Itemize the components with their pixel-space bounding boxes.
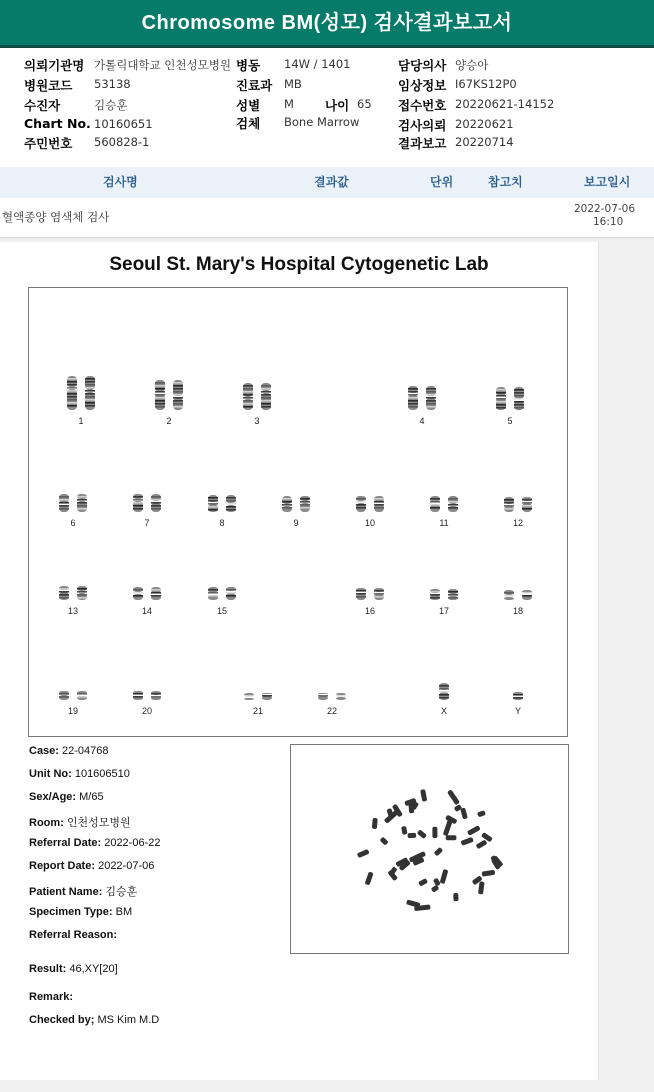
checked-by-row: [29, 1014, 159, 1026]
patient-value: 김승훈: [94, 98, 128, 112]
report-date-value: 20220714: [455, 135, 514, 149]
chromosome-pair-6: [57, 494, 89, 512]
chromosome-pair-12: [502, 497, 534, 512]
chromosome-label: 14: [141, 606, 152, 616]
col-test-name[interactable]: 검사명: [103, 175, 138, 189]
col-reported-at[interactable]: 보고일시: [584, 175, 631, 189]
checked-by-row-value: MS Kim M.D: [97, 1014, 160, 1026]
request-date-label: 검사의뢰: [398, 118, 447, 133]
karyotype-report: [0, 242, 599, 1080]
chromosome-label: 20: [141, 706, 152, 716]
chromosome-label: 10: [364, 518, 375, 528]
report-field-label: Referral Date:: [29, 837, 102, 849]
result-row-label: Result:: [29, 963, 67, 975]
hospital-code-label: 병원코드: [24, 78, 73, 93]
clinical-info-value: I67KS12P0: [455, 77, 517, 91]
chromosome-pair-8: [206, 495, 238, 512]
metaphase-chromosomes-graphic: [291, 745, 568, 953]
test-name-cell[interactable]: 혈액종양 염색체 검사: [2, 210, 110, 224]
chromosome-label: 2: [166, 416, 172, 426]
chromosome-pair-1: [65, 376, 97, 410]
chromosome-pair-16: [354, 588, 386, 600]
chromosome-label: 11: [439, 518, 449, 528]
hospital-code-value: 53138: [94, 77, 131, 91]
department-value: MB: [284, 77, 302, 91]
receipt-no-label: 접수번호: [398, 98, 447, 113]
chromosome-label: 5: [507, 416, 513, 426]
chromosome-pair-7: [131, 494, 163, 512]
report-field-row: [29, 745, 109, 757]
report-field-value: 김승훈: [105, 886, 138, 898]
chromosome-pair-15: [206, 587, 238, 600]
chromosome-pair-4: [406, 386, 438, 410]
chromosome-pair-3: [241, 383, 273, 410]
result-table-header: [0, 167, 654, 199]
chromosome-label: 7: [144, 518, 150, 528]
chromosome-label: 9: [293, 518, 299, 528]
report-field-row: [29, 768, 130, 780]
patient-label: 수진자: [24, 98, 61, 113]
chromosome-label: 21: [252, 706, 263, 716]
report-field-value: 인천성모병원: [66, 817, 131, 829]
report-field-label: Case:: [29, 745, 59, 757]
chromosome-pair-19: [57, 691, 89, 700]
clinical-info-label: 임상정보: [398, 78, 447, 93]
report-field-label: Report Date:: [29, 860, 96, 872]
chromosome-pair-5: [494, 387, 526, 410]
karyogram-panel: [28, 287, 568, 737]
specimen-value: Bone Marrow: [284, 115, 360, 129]
sex-label: 성별: [236, 98, 261, 113]
chromosome-pair-9: [280, 496, 312, 512]
request-date-value: 20220621: [455, 117, 514, 131]
report-field-label: Room:: [29, 817, 64, 829]
report-field-label: Sex/Age:: [29, 791, 77, 803]
patient-info-panel: [0, 48, 654, 168]
chromosome-label: 22: [326, 706, 337, 716]
report-date-label: 결과보고: [398, 136, 447, 151]
institution-value: 가톨릭대학교 인천성모병원: [94, 58, 231, 72]
report-field-label: Referral Reason:: [29, 929, 118, 941]
remark-row-label: Remark:: [29, 991, 74, 1003]
report-field-value: 101606510: [74, 768, 130, 780]
table-row[interactable]: [0, 198, 654, 238]
doctor-label: 담당의사: [398, 58, 447, 73]
report-field-label: Specimen Type:: [29, 906, 113, 918]
report-field-row: [29, 791, 104, 803]
chromosome-label: Y: [514, 706, 521, 716]
chromosome-label: 6: [70, 518, 76, 528]
chromosome-pair-20: [131, 691, 163, 700]
chromosome-label: 13: [67, 606, 78, 616]
sex-value: M: [284, 97, 294, 111]
ward-value: 14W / 1401: [284, 57, 351, 71]
report-field-row: [29, 837, 160, 849]
chromosome-pair-10: [354, 496, 386, 512]
chart-no-value: 10160651: [94, 117, 153, 131]
report-field-row: [29, 860, 154, 872]
chromosome-pair-11: [428, 496, 460, 512]
reported-date-cell: 2022-07-06: [574, 203, 636, 215]
age-label: 나이: [325, 98, 350, 113]
chromosome-label: 4: [419, 416, 425, 426]
resident-no-label: 주민번호: [24, 136, 73, 151]
report-field-row: [29, 906, 132, 918]
resident-no-value: 560828-1: [94, 135, 150, 149]
chromosome-label: 12: [512, 518, 523, 528]
remark-row: [29, 991, 73, 1003]
chromosome-label: 16: [364, 606, 375, 616]
chromosome-label: 3: [254, 416, 260, 426]
specimen-label: 검체: [236, 116, 261, 131]
report-field-value: 22-04768: [62, 745, 109, 757]
report-field-row: [29, 814, 131, 830]
chromosome-pair-14: [131, 587, 163, 600]
chromosome-pair-2: [153, 380, 185, 410]
chromosome-pair-22: [316, 693, 348, 700]
chromosome-pair-13: [57, 586, 89, 600]
chart-no-label: Chart No.: [24, 116, 91, 131]
chromosome-label: X: [440, 706, 447, 716]
report-title: Chromosome BM(성모) 검사결과보고서: [0, 0, 654, 48]
chromosome-label: 19: [67, 706, 78, 716]
col-reference[interactable]: 참고치: [488, 175, 523, 189]
chromosome-label: 15: [216, 606, 227, 616]
doctor-value: 양승아: [455, 58, 489, 72]
col-unit[interactable]: 단위: [430, 175, 454, 189]
result-row: [29, 963, 118, 975]
chromosome-pair-17: [428, 589, 460, 600]
col-result[interactable]: 결과값: [314, 175, 349, 189]
report-field-value: 2022-06-22: [104, 837, 161, 849]
report-field-label: Patient Name:: [29, 886, 103, 898]
chromosome-label: 17: [438, 606, 449, 616]
lab-title: Seoul St. Mary's Hospital Cytogenetic Lab: [109, 254, 489, 275]
chromosome-pair-18: [502, 590, 534, 600]
result-row-value: 46,XY[20]: [69, 963, 118, 975]
report-field-label: Unit No:: [29, 768, 72, 780]
reported-time-cell: 16:10: [593, 216, 624, 228]
chromosome-label: 1: [78, 416, 84, 426]
checked-by-row-label: Checked by;: [29, 1014, 95, 1026]
report-field-value: M/65: [79, 791, 104, 803]
chromosome-label: 18: [512, 606, 523, 616]
metaphase-spread-image: [290, 744, 569, 954]
report-field-row: [29, 929, 117, 941]
department-label: 진료과: [236, 78, 273, 93]
chromosome-pair-21: [242, 693, 274, 700]
chromosome-label: 8: [219, 518, 225, 528]
chromosome-pair-x: [428, 683, 460, 700]
report-field-value: BM: [115, 906, 133, 918]
report-field-value: 2022-07-06: [98, 860, 155, 872]
age-value: 65: [357, 97, 372, 111]
chromosome-pair-y: [502, 692, 534, 700]
receipt-no-value: 20220621-14152: [455, 97, 555, 111]
institution-label: 의뢰기관명: [24, 58, 85, 73]
report-field-row: [29, 883, 137, 899]
ward-label: 병동: [236, 58, 261, 73]
